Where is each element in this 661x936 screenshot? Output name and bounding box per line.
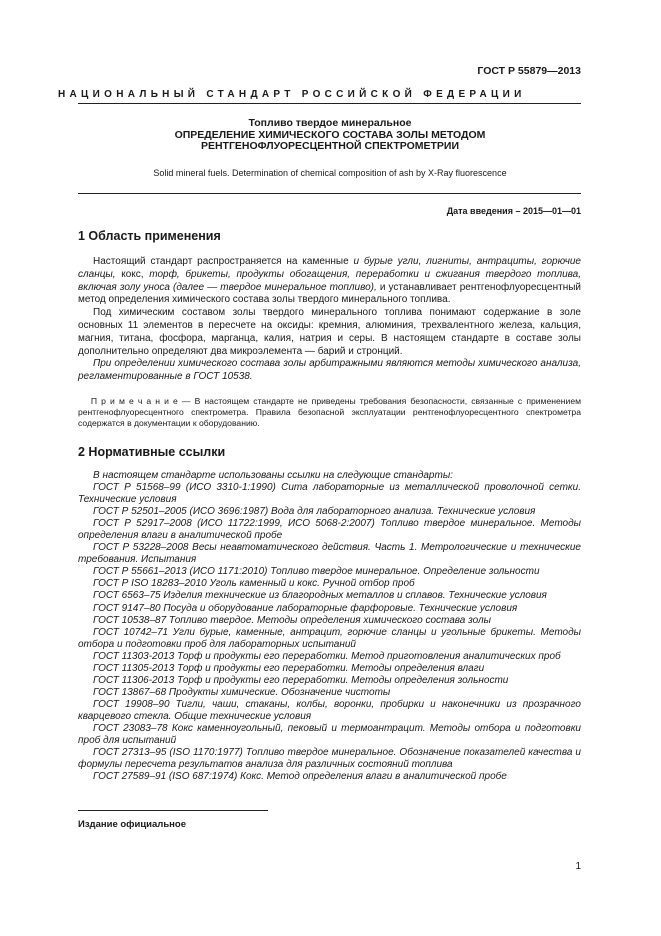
footer-rule [78, 810, 268, 811]
reference-item [78, 615, 581, 627]
reference-text: ГОСТ 11305-2013 Торф и продукты его переработки. Методы определения влаги [93, 662, 485, 674]
reference-item [78, 542, 581, 566]
scope-text-b: и бурые угли, лигниты, антрациты, горючие сланцы, [78, 256, 581, 280]
reference-item [78, 578, 581, 590]
title-rule [78, 193, 581, 194]
document-title [80, 118, 580, 153]
scope-text-3: При определении химического состава золы арбитражными являются методы химического анализа, регламентированные в ГОСТ 10538. [78, 358, 581, 383]
reference-item [78, 603, 581, 615]
scope-paragraph-2 [78, 307, 581, 358]
reference-text: ГОСТ Р 51568–99 (ИСО 3310-1:1990) Сита лабораторные из металлической проволочной сетки. Технические условия [78, 482, 581, 506]
scope-text-c: кокс, [115, 268, 150, 280]
reference-text: ГОСТ 10742–71 Угли бурые, каменные, антрацит, горючие сланцы и угольные брикеты. Методы отбора и подготовки проб для лабораторных испытаний [78, 626, 581, 650]
reference-item [78, 651, 581, 663]
section-2-heading: 2 Нормативные ссылки [78, 445, 226, 459]
introduction-date: Дата введения – 2015—01—01 [446, 206, 581, 216]
header-rule [78, 103, 581, 104]
reference-text: ГОСТ Р 52501–2005 (ИСО 3696:1987) Вода для лабораторного анализа. Технические условия [93, 506, 536, 518]
reference-text: ГОСТ 9147–80 Посуда и оборудование лабораторные фарфоровые. Технические условия [93, 602, 518, 614]
reference-text: ГОСТ 11303-2013 Торф и продукты его переработки. Метод приготовления аналитических проб [93, 650, 561, 662]
reference-item [78, 627, 581, 651]
title-line-3: РЕНТГЕНОФЛУОРЕСЦЕНТНОЙ СПЕКТРОМЕТРИИ [200, 140, 460, 152]
scope-text-d: торф, брикеты, продукты обогащения, переработки и сжигания твердого топлива, включая золу уноса (далее — твердое минеральное топливо), [78, 268, 581, 293]
document-code: ГОСТ Р 55879—2013 [477, 65, 581, 77]
reference-text: ГОСТ 19908–90 Тигли, чаши, стаканы, колбы, воронки, пробирки и наконечники из прозрачного кварцевого стекла. Общие технические условия [78, 698, 581, 722]
reference-item [78, 675, 581, 687]
scope-paragraph-1 [78, 256, 581, 307]
reference-item [78, 506, 581, 518]
reference-text: ГОСТ 27313–95 (ISO 1170:1977) Топливо твердое минеральное. Обозначение показателей качества и формулы пересчета результатов анализа для различных состояний топлива [78, 747, 581, 771]
official-edition-label: Издание официальное [78, 819, 186, 830]
reference-text: ГОСТ 6563–75 Изделия технические из благородных металлов и сплавов. Технические условия [93, 590, 547, 602]
section-1-heading: 1 Область применения [78, 229, 221, 243]
page-number: 1 [575, 861, 581, 872]
reference-item [78, 699, 581, 723]
scope-text-e: и устанавливает рентгенофлуоресцентный метод определения химического состава золы твердого минерального топлива. [78, 281, 581, 306]
reference-item [78, 482, 581, 506]
reference-text: ГОСТ 27589–91 (ISO 687:1974) Кокс. Метод определения влаги в аналитической пробе [93, 771, 507, 783]
title-line-1: Топливо твердое минеральное [248, 117, 412, 129]
scope-text-a: Настоящий стандарт распространяется на каменные [93, 256, 354, 267]
references-intro-text: В настоящем стандарте использованы ссылки на следующие стандарты: [93, 470, 453, 481]
reference-item [78, 771, 581, 783]
reference-item [78, 663, 581, 675]
english-title: Solid mineral fuels. Determination of chemical composition of ash by X-Ray fluorescence [153, 168, 507, 178]
note-label: П р и м е ч а н и е [90, 396, 178, 406]
scope-paragraph-3 [78, 358, 581, 384]
normative-references-list [78, 470, 581, 783]
reference-text: ГОСТ Р 52917–2008 (ИСО 11722:1999, ИСО 5068-2:2007) Топливо твердое минеральное. Методы определения влаги в аналитической пробе [78, 518, 581, 542]
reference-item [78, 566, 581, 578]
reference-item [78, 590, 581, 602]
reference-item [78, 687, 581, 699]
references-intro [78, 470, 581, 482]
reference-item [78, 747, 581, 771]
reference-text: ГОСТ Р ISO 18283–2010 Уголь каменный и кокс. Ручной отбор проб [93, 578, 415, 590]
title-line-2: ОПРЕДЕЛЕНИЕ ХИМИЧЕСКОГО СОСТАВА ЗОЛЫ МЕТОДОМ [174, 128, 486, 141]
reference-text: ГОСТ 23083–78 Кокс каменноугольный, пековый и термоантрацит. Методы отбора и подготовки проб для испытаний [78, 722, 581, 747]
national-standard-heading: НАЦИОНАЛЬНЫЙ СТАНДАРТ РОССИЙСКОЙ ФЕДЕРАЦИИ [58, 89, 526, 100]
scope-note [78, 396, 581, 429]
reference-text: ГОСТ 11306-2013 Торф и продукты его переработки. Методы определения зольности [93, 674, 509, 686]
scope-text-2: Под химическим составом золы твердого минерального топлива понимают содержание в золе основных 11 элементов в пересчете на оксиды: кремния, алюминия, трехвалентного железа, кальция, магния, титана, фосфора, марганца, калия, натрия и серы. В настоящем стандарте в составе золы дополнительно определяют два микроэлемента — барий и стронций. [78, 307, 581, 357]
reference-text: ГОСТ Р 55661–2013 (ИСО 1171:2010) Топливо твердое минеральное. Определение зольности [93, 566, 540, 578]
reference-item [78, 518, 581, 542]
reference-text: ГОСТ Р 53228–2008 Весы неавтоматического действия. Часть 1. Метрологические и технические требования. Испытания [78, 542, 581, 566]
reference-text: ГОСТ 10538–87 Топливо твердое. Методы определения химического состава золы [93, 614, 492, 626]
note-text: — В настоящем стандарте не приведены требования безопасности, связанные с применением рентгенофлуоресцентного спектрометра. Правила безопасной эксплуатации рентгенофлуоресцентного спектрометра содержатся в документации к оборудованию. [78, 396, 582, 428]
reference-item [78, 723, 581, 747]
reference-text: ГОСТ 13867–68 Продукты химические. Обозначение чистоты [93, 686, 391, 698]
section-1-body [78, 256, 581, 384]
